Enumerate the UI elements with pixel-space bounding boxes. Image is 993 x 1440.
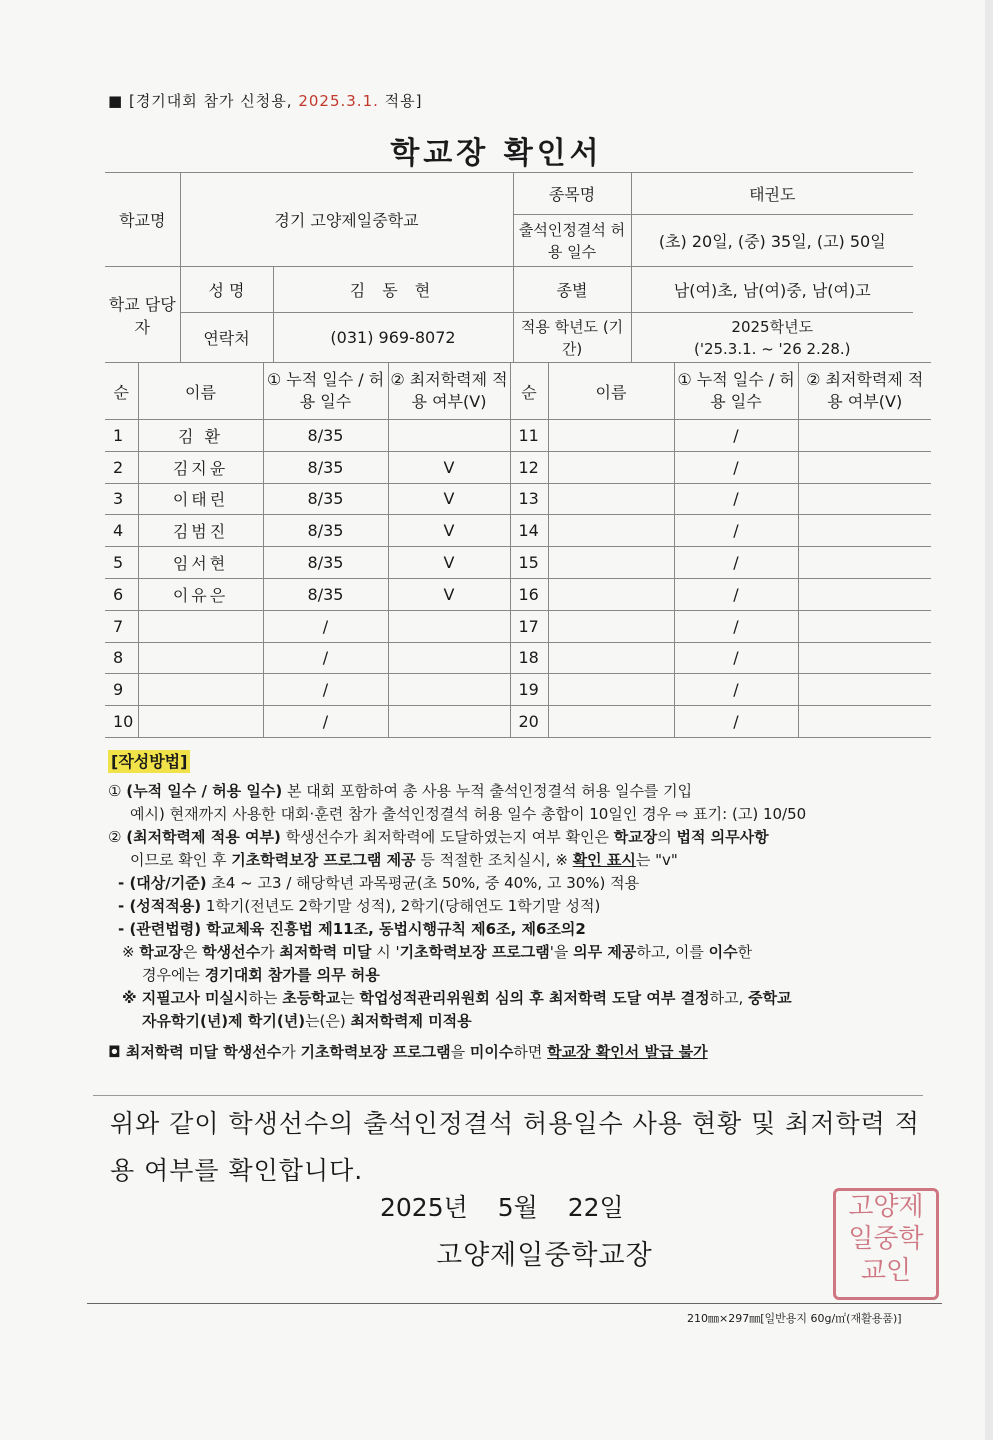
col-name: 이름 <box>548 363 674 420</box>
year-label: 적용 학년도 (기간) <box>513 313 631 363</box>
warning: ◘ 최저학력 미달 학생선수가 기초학력보장 프로그램을 미이수하면 학교장 확인서 발급 불가 <box>108 1043 708 1061</box>
col-min: ② 최저학력제 적용 여부(V) <box>388 363 510 420</box>
note-2-line2: 자유학기(년)제 학기(년)는(은) 최저학력제 미적용 <box>142 1012 472 1030</box>
days-used: / <box>263 706 388 738</box>
table-row <box>105 547 931 579</box>
manager-name: 김 동 현 <box>273 267 513 313</box>
col-days: ① 누적 일수 / 허용 일수 <box>263 363 388 420</box>
student-name: 김 환 <box>138 420 263 452</box>
row-number: 19 <box>510 674 548 706</box>
instruction-1: ① (누적 일수 / 허용 일수) 본 대회 포함하여 총 사용 누적 출석인정결석 허용 일수를 기입 <box>108 782 693 800</box>
table-row <box>105 674 931 706</box>
allowed-days-label: 출석인정결석 허용 일수 <box>513 215 631 267</box>
instruction-2-line2: 이므로 확인 후 기초학력보장 프로그램 제공 등 적절한 조치실시, ※ 확인 표시는 "v" <box>130 851 678 869</box>
min-academic-check <box>798 578 931 610</box>
category-value: 남(여)초, 남(여)중, 남(여)고 <box>631 267 913 313</box>
row-number: 8 <box>105 642 138 674</box>
row-number: 14 <box>510 515 548 547</box>
table-row <box>105 483 931 515</box>
student-name <box>548 706 674 738</box>
warning-icon: ◘ <box>108 1043 121 1061</box>
school-name-label: 학교명 <box>105 173 180 267</box>
days-used: / <box>674 610 798 642</box>
signer: 고양제일중학교장 <box>436 1240 653 1271</box>
min-academic-check <box>798 451 931 483</box>
min-academic-check <box>388 642 510 674</box>
effective-date: 2025.3.1. <box>298 92 379 110</box>
days-used: / <box>674 674 798 706</box>
student-name: 김범진 <box>138 515 263 547</box>
min-academic-check <box>388 420 510 452</box>
year-value: 2025학년도 ('25.3.1. ~ '26 2.28.) <box>631 313 913 363</box>
student-name: 이태린 <box>138 483 263 515</box>
student-name <box>138 674 263 706</box>
table-row <box>105 420 931 452</box>
row-number: 13 <box>510 483 548 515</box>
table-row <box>105 451 931 483</box>
student-name <box>548 547 674 579</box>
days-used: / <box>674 483 798 515</box>
note-2: ※ 지필고사 미실시하는 초등학교는 학업성적관리위원회 심의 후 최저학력 도달 여부 결정하고, 중학교 <box>122 989 792 1007</box>
student-name <box>548 674 674 706</box>
student-name <box>548 515 674 547</box>
row-number: 10 <box>105 706 138 738</box>
min-academic-check <box>798 610 931 642</box>
min-academic-check: V <box>388 451 510 483</box>
min-academic-check: V <box>388 483 510 515</box>
min-academic-check <box>798 515 931 547</box>
row-number: 20 <box>510 706 548 738</box>
days-used: / <box>263 642 388 674</box>
min-academic-check <box>798 642 931 674</box>
bullet-icon: ■ <box>108 92 124 110</box>
student-name <box>548 578 674 610</box>
contact-label: 연락처 <box>180 313 273 363</box>
page-title: 학교장 확인서 <box>390 136 603 171</box>
student-name <box>548 420 674 452</box>
row-number: 7 <box>105 610 138 642</box>
days-used: 8/35 <box>263 578 388 610</box>
student-name <box>548 451 674 483</box>
min-academic-check <box>798 420 931 452</box>
row-number: 11 <box>510 420 548 452</box>
min-academic-check: V <box>388 547 510 579</box>
student-name <box>548 483 674 515</box>
detail-target: - (대상/기준) 초4 ~ 고3 / 해당학년 과목평균(초 50%, 중 40%, 고 30%) 적용 <box>118 874 640 892</box>
min-academic-check <box>388 610 510 642</box>
days-used: 8/35 <box>263 483 388 515</box>
paper-spec: 210㎜×297㎜[일반용지 60g/㎡(재활용품)] <box>687 1312 902 1325</box>
days-used: / <box>674 578 798 610</box>
category-label: 종별 <box>513 267 631 313</box>
col-no: 순 <box>510 363 548 420</box>
row-number: 2 <box>105 451 138 483</box>
instructions <box>108 750 938 1064</box>
sport-label: 종목명 <box>513 173 631 215</box>
days-used: / <box>263 610 388 642</box>
row-number: 18 <box>510 642 548 674</box>
min-academic-check <box>388 674 510 706</box>
form-header: ■ [경기대회 참가 신청용, 2025.3.1. 적용] <box>108 92 423 110</box>
table-row <box>105 642 931 674</box>
col-days: ① 누적 일수 / 허용 일수 <box>674 363 798 420</box>
col-name: 이름 <box>138 363 263 420</box>
days-used: / <box>674 420 798 452</box>
table-row <box>105 610 931 642</box>
manager-label: 학교 담당자 <box>105 267 180 363</box>
student-name <box>548 610 674 642</box>
detail-law: - (관련법령) 학교체육 진흥법 제11조, 동법시행규칙 제6조, 제6조의2 <box>118 920 586 938</box>
days-used: / <box>674 642 798 674</box>
days-used: 8/35 <box>263 451 388 483</box>
student-name <box>138 642 263 674</box>
col-min: ② 최저학력제 적용 여부(V) <box>798 363 931 420</box>
table-row <box>105 706 931 738</box>
student-name <box>548 642 674 674</box>
row-number: 9 <box>105 674 138 706</box>
note-1: ※ 학교장은 학생선수가 최저학력 미달 시 '기초학력보장 프로그램'을 의무 제공하고, 이를 이수한 <box>122 943 753 961</box>
student-name: 이유은 <box>138 578 263 610</box>
footer-rule <box>87 1303 942 1304</box>
days-used: / <box>674 706 798 738</box>
row-number: 3 <box>105 483 138 515</box>
days-used: / <box>674 515 798 547</box>
contact-value: (031) 969-8072 <box>273 313 513 363</box>
row-number: 5 <box>105 547 138 579</box>
row-number: 15 <box>510 547 548 579</box>
row-number: 16 <box>510 578 548 610</box>
row-number: 1 <box>105 420 138 452</box>
period-value: ('25.3.1. ~ '26 2.28.) <box>693 339 851 358</box>
row-number: 17 <box>510 610 548 642</box>
student-name <box>138 610 263 642</box>
detail-grades: - (성적적용) 1학기(전년도 2학기말 성적), 2학기(당해연도 1학기말 성적) <box>118 897 601 915</box>
min-academic-check: V <box>388 578 510 610</box>
instructions-tag: [작성방법] <box>108 750 190 773</box>
days-used: 8/35 <box>263 420 388 452</box>
student-name: 임서현 <box>138 547 263 579</box>
min-academic-check <box>798 706 931 738</box>
roster-table <box>105 362 931 738</box>
separator <box>93 1095 923 1096</box>
row-number: 12 <box>510 451 548 483</box>
instruction-1-example: 예시) 현재까지 사용한 대회·훈련 참가 출석인정결석 허용 일수 총합이 10일인 경우 ⇨ 표기: (고) 10/50 <box>130 805 807 823</box>
min-academic-check <box>798 674 931 706</box>
min-academic-check <box>798 483 931 515</box>
days-used: 8/35 <box>263 547 388 579</box>
days-used: / <box>674 451 798 483</box>
col-no: 순 <box>105 363 138 420</box>
days-used: / <box>674 547 798 579</box>
days-used: 8/35 <box>263 515 388 547</box>
confirmation-statement: 위와 같이 학생선수의 출석인정결석 허용일수 사용 현황 및 최저학력 적용 여부를 확인합니다. <box>110 1109 920 1185</box>
days-used: / <box>263 674 388 706</box>
table-row <box>105 515 931 547</box>
issue-date: 2025년 5월 22일 <box>380 1193 624 1222</box>
school-name: 경기 고양제일중학교 <box>180 173 513 267</box>
school-seal: 고양제 일중학 교인 <box>833 1188 939 1300</box>
sport-value: 태권도 <box>631 173 913 215</box>
note-1-line2: 경우에는 경기대회 참가를 의무 허용 <box>142 966 380 984</box>
student-name <box>138 706 263 738</box>
table-row <box>105 578 931 610</box>
manager-name-label: 성 명 <box>180 267 273 313</box>
min-academic-check <box>388 706 510 738</box>
min-academic-check <box>798 547 931 579</box>
row-number: 6 <box>105 578 138 610</box>
min-academic-check: V <box>388 515 510 547</box>
instruction-2: ② (최저학력제 적용 여부) 학생선수가 최저학력에 도달하였는지 여부 확인은 학교장의 법적 의무사항 <box>108 828 769 846</box>
allowed-days-value: (초) 20일, (중) 35일, (고) 50일 <box>631 215 913 267</box>
school-info-table <box>105 172 913 363</box>
row-number: 4 <box>105 515 138 547</box>
student-name: 김지윤 <box>138 451 263 483</box>
